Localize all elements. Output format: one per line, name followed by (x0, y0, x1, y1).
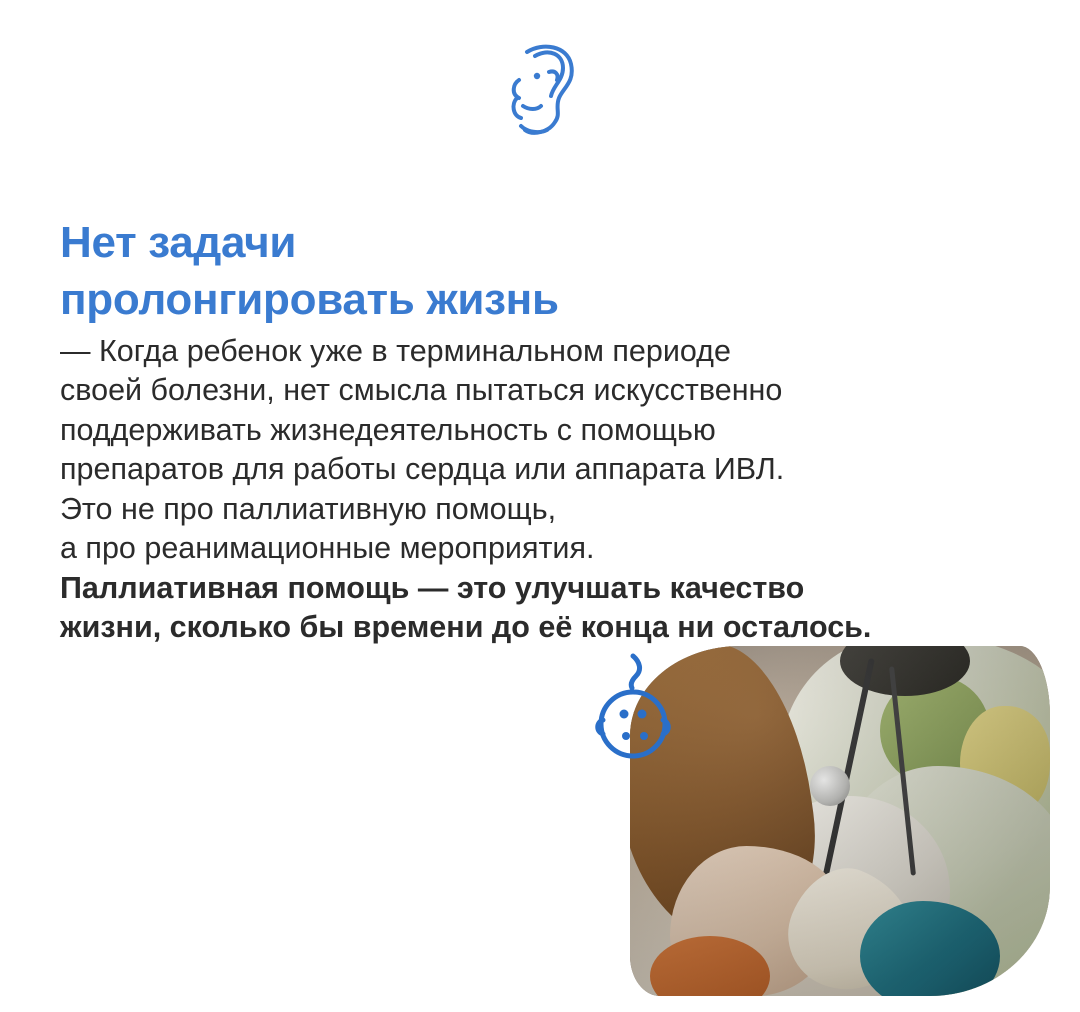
body-line: Это не про паллиативную помощь, (60, 491, 557, 526)
body-line: препаратов для работы сердца или аппарата ИВЛ. (60, 452, 785, 487)
baby-rattle-icon (588, 650, 678, 770)
face-profile-icon (497, 40, 587, 150)
body-line-bold: Паллиативная помощь — это улучшать качество (60, 570, 805, 605)
body-line: — Когда ребенок уже в терминальном периоде (60, 334, 731, 368)
photo (630, 646, 1050, 996)
body-line: поддерживать жизнедеятельность с помощью (60, 412, 716, 447)
body-line: своей болезни, нет смысла пытаться искусственно (60, 373, 783, 408)
page-title-line-1: Нет задачи (60, 218, 297, 268)
body-text (60, 332, 1040, 648)
body-line-bold: жизни, сколько бы времени до её конца ни осталось. (60, 610, 872, 645)
photo-layer-shading (630, 646, 1050, 996)
page-title-line-2: пролонгировать жизнь (60, 274, 559, 324)
photo-clip (630, 646, 1050, 996)
body-line: а про реанимационные мероприятия. (60, 531, 595, 566)
page-title (60, 215, 940, 328)
